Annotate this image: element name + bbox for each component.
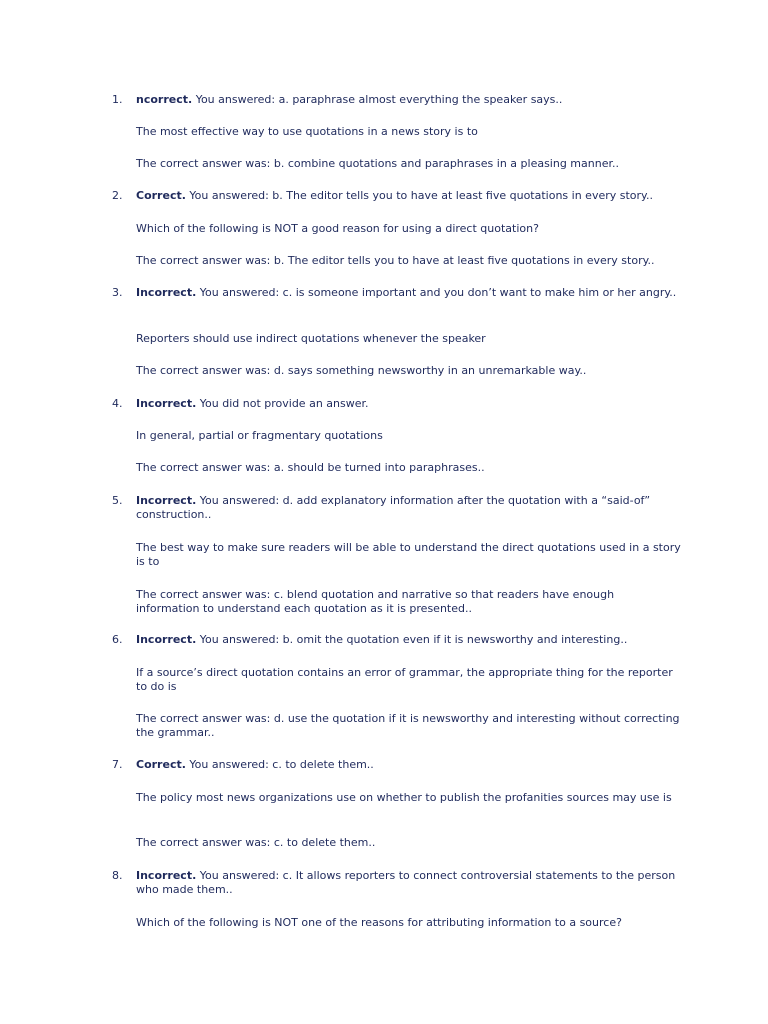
status-label: Incorrect. [136,633,197,646]
answer-feedback [136,286,681,300]
status-label: Incorrect. [136,286,197,299]
status-label: ncorrect. [136,93,193,106]
item-number: 4. [112,397,123,410]
answer-feedback [136,758,681,772]
question-text: Which of the following is NOT one of the reasons for attributing information to a source? [136,916,622,929]
correct-answer-text: The correct answer was: d. use the quotation if it is newsworthy and interesting without correcting the grammar.. [136,712,680,739]
question-text: Reporters should use indirect quotations whenever the speaker [136,332,486,345]
item-number: 6. [112,633,123,646]
response-text: You answered: c. It allows reporters to connect controversial statements to the person who made them.. [136,869,676,896]
response-text: You did not provide an answer. [199,397,369,410]
status-label: Incorrect. [136,869,197,882]
correct-answer-text: The correct answer was: a. should be turned into paraphrases.. [136,461,485,474]
question-text: In general, partial or fragmentary quotations [136,429,383,442]
status-label: Correct. [136,189,186,202]
correct-answer-text: The correct answer was: b. combine quotations and paraphrases in a pleasing manner.. [136,157,619,170]
correct-answer-text: The correct answer was: d. says something newsworthy in an unremarkable way.. [136,364,587,377]
response-text: You answered: c. to delete them.. [189,758,374,771]
question-text: Which of the following is NOT a good reason for using a direct quotation? [136,222,539,235]
correct-answer-text: The correct answer was: c. blend quotation and narrative so that readers have enough information to understand each quotation as it is presented.. [136,588,615,615]
status-label: Correct. [136,758,186,771]
answer-feedback [136,633,681,647]
question-text: The most effective way to use quotations in a news story is to [136,125,478,138]
response-text: You answered: b. The editor tells you to have at least five quotations in every story.. [189,189,653,202]
status-label: Incorrect. [136,494,197,507]
response-text: You answered: b. omit the quotation even if it is newsworthy and interesting.. [199,633,628,646]
answer-feedback [136,93,681,107]
response-text: You answered: d. add explanatory information after the quotation with a “said-of” construction.. [136,494,651,521]
answer-feedback [136,189,681,203]
answer-feedback [136,397,681,411]
answer-feedback [136,869,681,897]
response-text: You answered: c. is someone important and you don’t want to make him or her angry.. [199,286,677,299]
response-text: You answered: a. paraphrase almost everything the speaker says.. [195,93,563,106]
correct-answer-text: The correct answer was: b. The editor tells you to have at least five quotations in every story.. [136,254,655,267]
item-number: 1. [112,93,123,106]
item-number: 2. [112,189,123,202]
question-text: If a source’s direct quotation contains an error of grammar, the appropriate thing for the reporter to do is [136,666,673,693]
item-number: 5. [112,494,123,507]
question-text: The policy most news organizations use on whether to publish the profanities sources may use is [136,791,672,804]
item-number: 7. [112,758,123,771]
correct-answer-text: The correct answer was: c. to delete them.. [136,836,376,849]
item-number: 3. [112,286,123,299]
answer-feedback [136,494,681,522]
status-label: Incorrect. [136,397,197,410]
question-text: The best way to make sure readers will be able to understand the direct quotations used in a story is to [136,541,681,568]
item-number: 8. [112,869,123,882]
